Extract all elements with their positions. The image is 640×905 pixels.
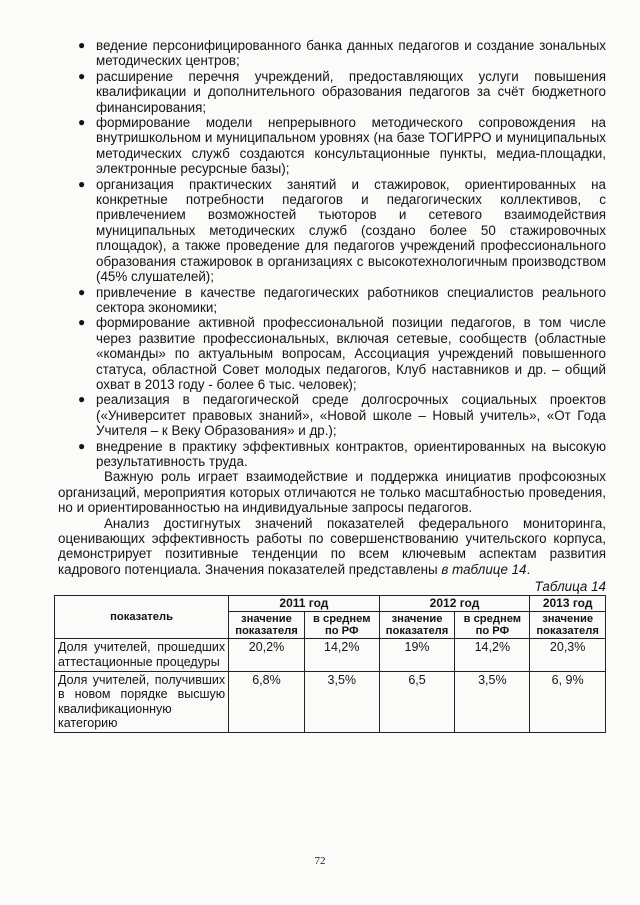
bullet-icon: ● bbox=[78, 438, 86, 453]
cell-value: 3,5% bbox=[455, 671, 530, 732]
list-item: ● формирование активной профессиональной позиции педагогов, в том числе через развитие профессиональных, включая сетевые, сообществ (областные «команды» по актуальным вопросам, Ассоциация учреждений повышенного статуса, областной Совет молодых педагогов, Клуб наставников и др. – общий охват в 2013 году - более 6 тыс. человек); bbox=[78, 315, 606, 392]
measures-list bbox=[58, 38, 606, 469]
cell-indicator: Доля учителей, прошедших аттестационные процедуры bbox=[55, 639, 229, 671]
list-item: ● расширение перечня учреждений, предоставляющих услуги повышения квалификации и дополнительного образования педагогов за счёт бюджетного финансирования; bbox=[78, 68, 606, 115]
cell-value: 19% bbox=[379, 639, 455, 671]
cell-value: 14,2% bbox=[455, 639, 530, 671]
table-caption: Таблица 14 bbox=[534, 579, 606, 595]
bullet-icon: ● bbox=[78, 38, 86, 52]
bullet-icon: ● bbox=[78, 115, 86, 130]
cell-value: 6,8% bbox=[229, 671, 305, 732]
list-item: ● организация практических занятий и стажировок, ориентированных на конкретные потребности педагогов и педагогических коллективов, с привлечением возможностей тьюторов и сетевого взаимодействия муниципальных методических служб (создано более 50 стажировочных площадок), а также проведение для педагогов учреждений профессионального образования стажировок в организациях с высокотехнологичным производством (45% слушателей); bbox=[78, 176, 606, 285]
bullet-icon: ● bbox=[78, 176, 86, 191]
table-row bbox=[55, 671, 606, 732]
cell-value: 14,2% bbox=[304, 639, 379, 671]
list-item: ● привлечение в качестве педагогических работников специалистов реального сектора экономики; bbox=[78, 284, 606, 315]
cell-value: 6,5 bbox=[379, 671, 455, 732]
list-item: ● реализация в педагогической среде долгосрочных социальных проектов («Университет правовых знаний», «Новой школе – Новый учитель», «От Года Учителя – к Веку Образования» и др.); bbox=[78, 392, 606, 439]
bullet-icon: ● bbox=[78, 315, 86, 330]
cell-indicator: Доля учителей, получивших в новом порядке высшую квалификационную категорию bbox=[55, 671, 229, 732]
bullet-icon: ● bbox=[78, 392, 86, 407]
cell-value: 20,2% bbox=[229, 639, 305, 671]
header-value-2013: значение показателя bbox=[530, 611, 606, 639]
header-year-2012: 2012 год bbox=[379, 595, 530, 611]
paragraph-monitoring: Анализ достигнутых значений показателей федерального мониторинга, оценивающих эффективность работы по совершенствованию учительского корпуса, демонстрирует позитивные тенденции по всем ключевым аспектам развития кадрового потенциала. Значения показателей представлены в таблице 14. bbox=[58, 515, 606, 577]
table-reference: в таблице 14 bbox=[441, 561, 527, 577]
cell-value: 20,3% bbox=[530, 639, 606, 671]
page-number: 72 bbox=[314, 855, 326, 867]
cell-value: 3,5% bbox=[304, 671, 379, 732]
bullet-icon: ● bbox=[78, 284, 86, 299]
list-item: ● ведение персонифицированного банка данных педагогов и создание зональных методических центров; bbox=[78, 38, 606, 69]
paragraph-trade-unions: Важную роль играет взаимодействие и поддержка инициатив профсоюзных организаций, мероприятия которых отличаются не только масштабностью проведения, но и ориентированностью на индивидуальные запросы педагогов. bbox=[58, 469, 606, 516]
bullet-icon: ● bbox=[78, 68, 86, 83]
header-indicator: показатель bbox=[55, 595, 229, 639]
list-item: ● формирование модели непрерывного методического сопровождения на внутришкольном и муниципальном уровнях (на базе ТОГИРРО и муниципальных методических служб создаются консультационные пункты, медиа-площадки, электронные ресурсные базы); bbox=[78, 115, 606, 177]
header-avg-2012: в среднем по РФ bbox=[455, 611, 530, 639]
header-value-2011: значение показателя bbox=[229, 611, 305, 639]
list-item: ● внедрение в практику эффективных контрактов, ориентированных на высокую результативность труда. bbox=[78, 438, 606, 469]
header-year-2013: 2013 год bbox=[530, 595, 606, 611]
header-year-2011: 2011 год bbox=[229, 595, 380, 611]
table-row bbox=[55, 639, 606, 671]
header-avg-2011: в среднем по РФ bbox=[304, 611, 379, 639]
indicators-table bbox=[54, 595, 606, 733]
document-page bbox=[58, 38, 606, 733]
header-value-2012: значение показателя bbox=[379, 611, 455, 639]
cell-value: 6, 9% bbox=[530, 671, 606, 732]
